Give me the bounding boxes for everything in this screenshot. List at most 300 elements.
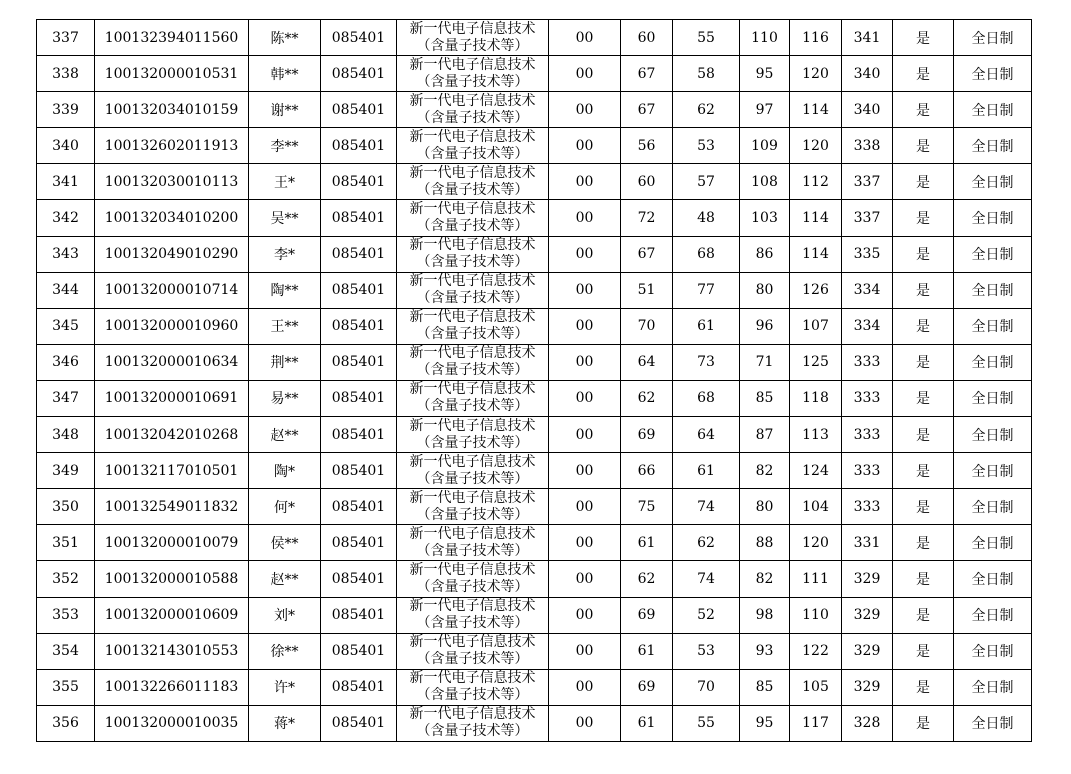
name-cell: 徐**	[249, 633, 321, 669]
first-choice-cell: 是	[893, 453, 954, 489]
score-english-cell: 62	[673, 525, 740, 561]
major-code-cell: 085401	[321, 489, 397, 525]
direction-code-cell: 00	[549, 597, 621, 633]
study-mode-cell: 全日制	[954, 489, 1032, 525]
score-politics-cell: 62	[621, 561, 673, 597]
name-cell: 李**	[249, 128, 321, 164]
first-choice-cell: 是	[893, 56, 954, 92]
first-choice-cell: 是	[893, 272, 954, 308]
score-professional-cell: 117	[790, 705, 842, 741]
exam-id-cell: 100132049010290	[95, 236, 249, 272]
major-name-line1: 新一代电子信息技术	[409, 706, 536, 723]
first-choice-cell: 是	[893, 633, 954, 669]
score-politics-cell: 61	[621, 633, 673, 669]
score-professional-cell: 104	[790, 489, 842, 525]
first-choice-cell: 是	[893, 525, 954, 561]
table-row	[37, 417, 1032, 453]
score-english-cell: 48	[673, 200, 740, 236]
score-math-cell: 109	[740, 128, 790, 164]
serial-number-cell: 354	[37, 633, 95, 669]
score-politics-cell: 69	[621, 669, 673, 705]
score-politics-cell: 70	[621, 308, 673, 344]
major-name-cell	[397, 633, 549, 669]
table-row	[37, 308, 1032, 344]
score-math-cell: 93	[740, 633, 790, 669]
total-score-cell: 333	[842, 344, 893, 380]
direction-code-cell: 00	[549, 164, 621, 200]
table-body	[37, 20, 1032, 742]
score-math-cell: 96	[740, 308, 790, 344]
score-politics-cell: 60	[621, 20, 673, 56]
name-cell: 韩**	[249, 56, 321, 92]
exam-id-cell: 100132000010035	[95, 705, 249, 741]
score-professional-cell: 126	[790, 272, 842, 308]
major-name-cell	[397, 200, 549, 236]
study-mode-cell: 全日制	[954, 380, 1032, 416]
score-politics-cell: 51	[621, 272, 673, 308]
table-row	[37, 128, 1032, 164]
name-cell: 何*	[249, 489, 321, 525]
exam-id-cell: 100132000010588	[95, 561, 249, 597]
exam-id-cell: 100132034010159	[95, 92, 249, 128]
score-english-cell: 64	[673, 417, 740, 453]
total-score-cell: 329	[842, 597, 893, 633]
total-score-cell: 333	[842, 489, 893, 525]
name-cell: 王*	[249, 164, 321, 200]
score-math-cell: 85	[740, 669, 790, 705]
study-mode-cell: 全日制	[954, 20, 1032, 56]
major-name-line2: （含量子技术等）	[416, 506, 529, 523]
score-professional-cell: 107	[790, 308, 842, 344]
first-choice-cell: 是	[893, 92, 954, 128]
major-code-cell: 085401	[321, 344, 397, 380]
total-score-cell: 340	[842, 92, 893, 128]
score-politics-cell: 69	[621, 597, 673, 633]
study-mode-cell: 全日制	[954, 236, 1032, 272]
score-politics-cell: 67	[621, 236, 673, 272]
direction-code-cell: 00	[549, 236, 621, 272]
study-mode-cell: 全日制	[954, 705, 1032, 741]
major-name-line2: （含量子技术等）	[416, 398, 529, 415]
score-politics-cell: 69	[621, 417, 673, 453]
study-mode-cell: 全日制	[954, 128, 1032, 164]
score-english-cell: 68	[673, 236, 740, 272]
table-row	[37, 525, 1032, 561]
direction-code-cell: 00	[549, 633, 621, 669]
major-code-cell: 085401	[321, 20, 397, 56]
name-cell: 谢**	[249, 92, 321, 128]
major-name-line1: 新一代电子信息技术	[409, 453, 536, 470]
score-english-cell: 52	[673, 597, 740, 633]
major-name-line2: （含量子技术等）	[416, 723, 529, 740]
major-name-line2: （含量子技术等）	[416, 687, 529, 704]
score-professional-cell: 105	[790, 669, 842, 705]
table-row	[37, 597, 1032, 633]
major-code-cell: 085401	[321, 92, 397, 128]
table-row	[37, 164, 1032, 200]
major-name-cell	[397, 380, 549, 416]
table-row	[37, 561, 1032, 597]
first-choice-cell: 是	[893, 597, 954, 633]
score-professional-cell: 110	[790, 597, 842, 633]
total-score-cell: 335	[842, 236, 893, 272]
name-cell: 侯**	[249, 525, 321, 561]
first-choice-cell: 是	[893, 128, 954, 164]
score-math-cell: 82	[740, 561, 790, 597]
score-english-cell: 61	[673, 308, 740, 344]
major-code-cell: 085401	[321, 705, 397, 741]
direction-code-cell: 00	[549, 417, 621, 453]
serial-number-cell: 352	[37, 561, 95, 597]
direction-code-cell: 00	[549, 20, 621, 56]
major-name-line1: 新一代电子信息技术	[409, 489, 536, 506]
direction-code-cell: 00	[549, 92, 621, 128]
study-mode-cell: 全日制	[954, 56, 1032, 92]
serial-number-cell: 344	[37, 272, 95, 308]
major-name-line2: （含量子技术等）	[416, 73, 529, 90]
score-english-cell: 55	[673, 705, 740, 741]
exam-id-cell: 100132000010634	[95, 344, 249, 380]
major-code-cell: 085401	[321, 164, 397, 200]
score-politics-cell: 64	[621, 344, 673, 380]
major-name-cell	[397, 56, 549, 92]
major-name-line1: 新一代电子信息技术	[409, 525, 536, 542]
name-cell: 许*	[249, 669, 321, 705]
major-code-cell: 085401	[321, 453, 397, 489]
serial-number-cell: 339	[37, 92, 95, 128]
score-english-cell: 55	[673, 20, 740, 56]
study-mode-cell: 全日制	[954, 272, 1032, 308]
major-name-line1: 新一代电子信息技术	[409, 164, 536, 181]
exam-id-cell: 100132266011183	[95, 669, 249, 705]
major-name-line1: 新一代电子信息技术	[409, 670, 536, 687]
name-cell: 刘*	[249, 597, 321, 633]
exam-id-cell: 100132030010113	[95, 164, 249, 200]
table-row	[37, 236, 1032, 272]
major-code-cell: 085401	[321, 633, 397, 669]
score-politics-cell: 60	[621, 164, 673, 200]
study-mode-cell: 全日制	[954, 344, 1032, 380]
major-name-cell	[397, 525, 549, 561]
direction-code-cell: 00	[549, 344, 621, 380]
major-code-cell: 085401	[321, 380, 397, 416]
study-mode-cell: 全日制	[954, 92, 1032, 128]
major-name-line1: 新一代电子信息技术	[409, 237, 536, 254]
table-row	[37, 453, 1032, 489]
major-code-cell: 085401	[321, 308, 397, 344]
score-math-cell: 95	[740, 705, 790, 741]
major-code-cell: 085401	[321, 525, 397, 561]
score-math-cell: 95	[740, 56, 790, 92]
score-math-cell: 85	[740, 380, 790, 416]
exam-id-cell: 100132000010714	[95, 272, 249, 308]
exam-id-cell: 100132143010553	[95, 633, 249, 669]
serial-number-cell: 347	[37, 380, 95, 416]
major-name-line2: （含量子技术等）	[416, 145, 529, 162]
total-score-cell: 333	[842, 453, 893, 489]
major-name-line1: 新一代电子信息技术	[409, 345, 536, 362]
first-choice-cell: 是	[893, 561, 954, 597]
total-score-cell: 334	[842, 272, 893, 308]
score-professional-cell: 118	[790, 380, 842, 416]
score-professional-cell: 114	[790, 92, 842, 128]
study-mode-cell: 全日制	[954, 633, 1032, 669]
score-professional-cell: 114	[790, 200, 842, 236]
table-row	[37, 20, 1032, 56]
study-mode-cell: 全日制	[954, 308, 1032, 344]
score-math-cell: 80	[740, 489, 790, 525]
name-cell: 蒋*	[249, 705, 321, 741]
total-score-cell: 329	[842, 633, 893, 669]
score-professional-cell: 125	[790, 344, 842, 380]
score-english-cell: 58	[673, 56, 740, 92]
first-choice-cell: 是	[893, 20, 954, 56]
score-math-cell: 97	[740, 92, 790, 128]
direction-code-cell: 00	[549, 669, 621, 705]
major-name-line1: 新一代电子信息技术	[409, 561, 536, 578]
study-mode-cell: 全日制	[954, 453, 1032, 489]
major-name-line2: （含量子技术等）	[416, 37, 529, 54]
serial-number-cell: 341	[37, 164, 95, 200]
major-code-cell: 085401	[321, 236, 397, 272]
major-name-cell	[397, 20, 549, 56]
major-name-line1: 新一代电子信息技术	[409, 634, 536, 651]
name-cell: 陶**	[249, 272, 321, 308]
name-cell: 赵**	[249, 417, 321, 453]
major-name-cell	[397, 272, 549, 308]
score-english-cell: 74	[673, 561, 740, 597]
score-english-cell: 53	[673, 128, 740, 164]
total-score-cell: 337	[842, 164, 893, 200]
major-name-line1: 新一代电子信息技术	[409, 309, 536, 326]
total-score-cell: 340	[842, 56, 893, 92]
major-name-cell	[397, 344, 549, 380]
name-cell: 赵**	[249, 561, 321, 597]
major-code-cell: 085401	[321, 417, 397, 453]
admission-list-table	[36, 19, 1032, 742]
exam-id-cell: 100132117010501	[95, 453, 249, 489]
total-score-cell: 338	[842, 128, 893, 164]
name-cell: 李*	[249, 236, 321, 272]
major-name-line2: （含量子技术等）	[416, 362, 529, 379]
score-english-cell: 61	[673, 453, 740, 489]
major-name-line1: 新一代电子信息技术	[409, 417, 536, 434]
direction-code-cell: 00	[549, 308, 621, 344]
name-cell: 荆**	[249, 344, 321, 380]
serial-number-cell: 338	[37, 56, 95, 92]
first-choice-cell: 是	[893, 417, 954, 453]
major-name-line2: （含量子技术等）	[416, 542, 529, 559]
major-name-line2: （含量子技术等）	[416, 218, 529, 235]
table-row	[37, 633, 1032, 669]
total-score-cell: 334	[842, 308, 893, 344]
major-name-line2: （含量子技术等）	[416, 181, 529, 198]
serial-number-cell: 356	[37, 705, 95, 741]
direction-code-cell: 00	[549, 380, 621, 416]
major-name-cell	[397, 164, 549, 200]
table-row	[37, 489, 1032, 525]
score-math-cell: 82	[740, 453, 790, 489]
major-name-line1: 新一代电子信息技术	[409, 201, 536, 218]
score-politics-cell: 67	[621, 92, 673, 128]
exam-id-cell: 100132549011832	[95, 489, 249, 525]
major-code-cell: 085401	[321, 128, 397, 164]
serial-number-cell: 350	[37, 489, 95, 525]
table-row	[37, 669, 1032, 705]
score-politics-cell: 62	[621, 380, 673, 416]
name-cell: 王**	[249, 308, 321, 344]
total-score-cell: 337	[842, 200, 893, 236]
direction-code-cell: 00	[549, 272, 621, 308]
exam-id-cell: 100132602011913	[95, 128, 249, 164]
score-politics-cell: 66	[621, 453, 673, 489]
major-name-cell	[397, 417, 549, 453]
major-name-cell	[397, 92, 549, 128]
score-math-cell: 87	[740, 417, 790, 453]
major-name-cell	[397, 597, 549, 633]
table-row	[37, 705, 1032, 741]
score-politics-cell: 67	[621, 56, 673, 92]
table-row	[37, 344, 1032, 380]
name-cell: 陶*	[249, 453, 321, 489]
major-name-cell	[397, 489, 549, 525]
study-mode-cell: 全日制	[954, 164, 1032, 200]
table-row	[37, 380, 1032, 416]
major-name-line1: 新一代电子信息技术	[409, 92, 536, 109]
serial-number-cell: 355	[37, 669, 95, 705]
serial-number-cell: 349	[37, 453, 95, 489]
first-choice-cell: 是	[893, 236, 954, 272]
major-name-line2: （含量子技术等）	[416, 254, 529, 271]
direction-code-cell: 00	[549, 705, 621, 741]
table-row	[37, 272, 1032, 308]
study-mode-cell: 全日制	[954, 669, 1032, 705]
major-name-line2: （含量子技术等）	[416, 109, 529, 126]
score-english-cell: 70	[673, 669, 740, 705]
total-score-cell: 329	[842, 669, 893, 705]
major-name-cell	[397, 236, 549, 272]
score-professional-cell: 124	[790, 453, 842, 489]
serial-number-cell: 340	[37, 128, 95, 164]
score-math-cell: 86	[740, 236, 790, 272]
score-professional-cell: 122	[790, 633, 842, 669]
exam-id-cell: 100132394011560	[95, 20, 249, 56]
name-cell: 易**	[249, 380, 321, 416]
score-professional-cell: 111	[790, 561, 842, 597]
score-math-cell: 80	[740, 272, 790, 308]
table-row	[37, 92, 1032, 128]
exam-id-cell: 100132034010200	[95, 200, 249, 236]
score-math-cell: 110	[740, 20, 790, 56]
major-code-cell: 085401	[321, 272, 397, 308]
exam-id-cell: 100132042010268	[95, 417, 249, 453]
major-name-line2: （含量子技术等）	[416, 434, 529, 451]
study-mode-cell: 全日制	[954, 525, 1032, 561]
major-name-line2: （含量子技术等）	[416, 326, 529, 343]
study-mode-cell: 全日制	[954, 561, 1032, 597]
score-english-cell: 74	[673, 489, 740, 525]
score-math-cell: 108	[740, 164, 790, 200]
first-choice-cell: 是	[893, 308, 954, 344]
score-english-cell: 57	[673, 164, 740, 200]
score-professional-cell: 112	[790, 164, 842, 200]
major-name-line2: （含量子技术等）	[416, 578, 529, 595]
major-name-line1: 新一代电子信息技术	[409, 56, 536, 73]
score-professional-cell: 120	[790, 56, 842, 92]
exam-id-cell: 100132000010609	[95, 597, 249, 633]
score-professional-cell: 120	[790, 128, 842, 164]
major-code-cell: 085401	[321, 200, 397, 236]
serial-number-cell: 343	[37, 236, 95, 272]
score-english-cell: 73	[673, 344, 740, 380]
score-math-cell: 103	[740, 200, 790, 236]
score-math-cell: 71	[740, 344, 790, 380]
major-name-line2: （含量子技术等）	[416, 651, 529, 668]
first-choice-cell: 是	[893, 489, 954, 525]
score-english-cell: 68	[673, 380, 740, 416]
direction-code-cell: 00	[549, 56, 621, 92]
score-politics-cell: 61	[621, 525, 673, 561]
major-name-cell	[397, 308, 549, 344]
major-name-cell	[397, 561, 549, 597]
serial-number-cell: 346	[37, 344, 95, 380]
major-name-line1: 新一代电子信息技术	[409, 598, 536, 615]
major-name-line2: （含量子技术等）	[416, 290, 529, 307]
score-politics-cell: 56	[621, 128, 673, 164]
serial-number-cell: 351	[37, 525, 95, 561]
direction-code-cell: 00	[549, 561, 621, 597]
major-code-cell: 085401	[321, 561, 397, 597]
exam-id-cell: 100132000010531	[95, 56, 249, 92]
first-choice-cell: 是	[893, 380, 954, 416]
total-score-cell: 333	[842, 417, 893, 453]
study-mode-cell: 全日制	[954, 597, 1032, 633]
major-name-line1: 新一代电子信息技术	[409, 20, 536, 37]
name-cell: 吴**	[249, 200, 321, 236]
first-choice-cell: 是	[893, 705, 954, 741]
score-math-cell: 98	[740, 597, 790, 633]
major-name-line1: 新一代电子信息技术	[409, 273, 536, 290]
name-cell: 陈**	[249, 20, 321, 56]
table-row	[37, 56, 1032, 92]
total-score-cell: 329	[842, 561, 893, 597]
first-choice-cell: 是	[893, 164, 954, 200]
direction-code-cell: 00	[549, 128, 621, 164]
major-name-line2: （含量子技术等）	[416, 470, 529, 487]
score-english-cell: 77	[673, 272, 740, 308]
serial-number-cell: 353	[37, 597, 95, 633]
score-politics-cell: 61	[621, 705, 673, 741]
first-choice-cell: 是	[893, 669, 954, 705]
score-professional-cell: 116	[790, 20, 842, 56]
score-english-cell: 62	[673, 92, 740, 128]
table-row	[37, 200, 1032, 236]
first-choice-cell: 是	[893, 200, 954, 236]
direction-code-cell: 00	[549, 525, 621, 561]
serial-number-cell: 337	[37, 20, 95, 56]
major-name-line1: 新一代电子信息技术	[409, 381, 536, 398]
score-math-cell: 88	[740, 525, 790, 561]
major-code-cell: 085401	[321, 56, 397, 92]
direction-code-cell: 00	[549, 200, 621, 236]
major-name-line1: 新一代电子信息技术	[409, 128, 536, 145]
serial-number-cell: 348	[37, 417, 95, 453]
score-politics-cell: 75	[621, 489, 673, 525]
major-code-cell: 085401	[321, 669, 397, 705]
study-mode-cell: 全日制	[954, 417, 1032, 453]
exam-id-cell: 100132000010079	[95, 525, 249, 561]
major-name-cell	[397, 705, 549, 741]
